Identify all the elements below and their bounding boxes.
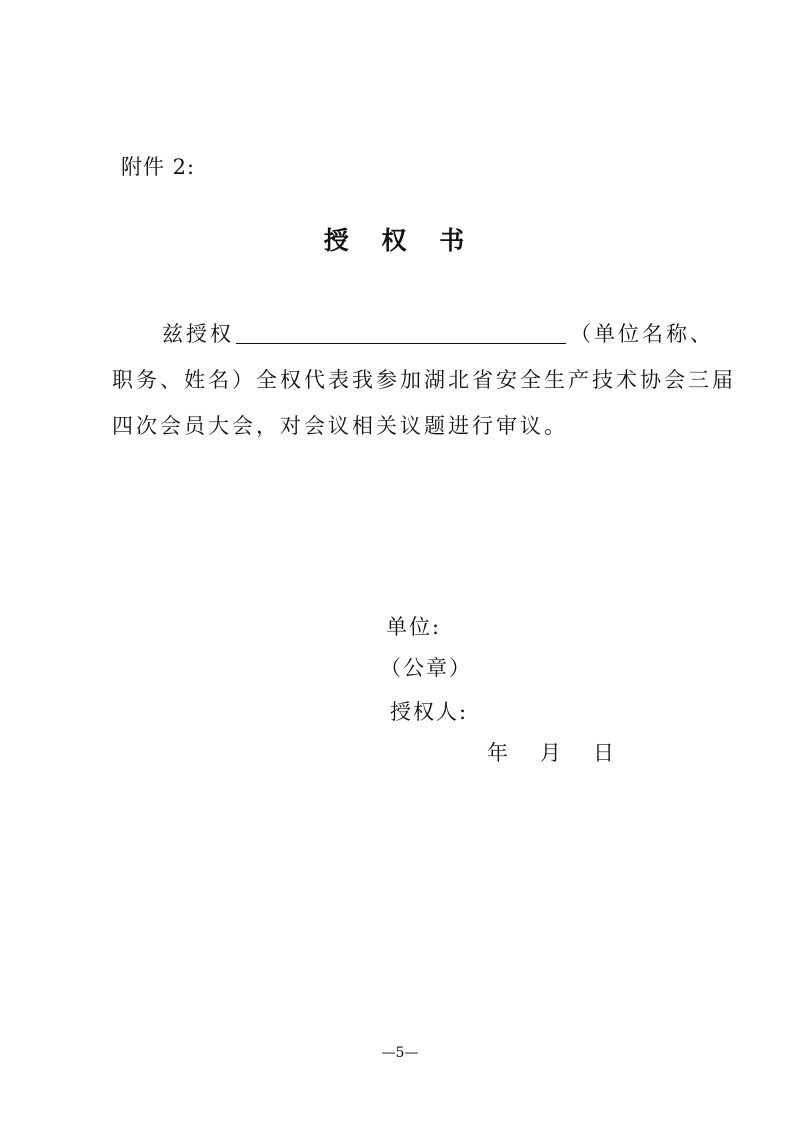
authorization-intro-text: 兹授权 [162, 322, 234, 346]
page-number: —5— [381, 1045, 419, 1061]
date-year-label: 年 [487, 741, 510, 765]
attachment-label: 附件 2: [121, 155, 196, 179]
unit-label: 单位: [386, 615, 442, 639]
official-seal-label: （公章） [380, 656, 472, 680]
authorized-party-blank [236, 321, 566, 344]
authorizer-label: 授权人: [390, 700, 469, 724]
date-day-label: 日 [593, 741, 616, 765]
document-title: 授 权 书 [323, 226, 477, 255]
date-month-label: 月 [540, 741, 563, 765]
authorized-party-hint: （单位名称、 [570, 322, 714, 346]
authorization-paragraph-line-2: 职务、姓名）全权代表我参加湖北省安全生产技术协会三届 [112, 368, 736, 392]
authorization-paragraph-line-1 [112, 317, 714, 351]
authorization-paragraph-line-3: 四次会员大会，对会议相关议题进行审议。 [112, 414, 568, 438]
date-line [487, 738, 616, 768]
